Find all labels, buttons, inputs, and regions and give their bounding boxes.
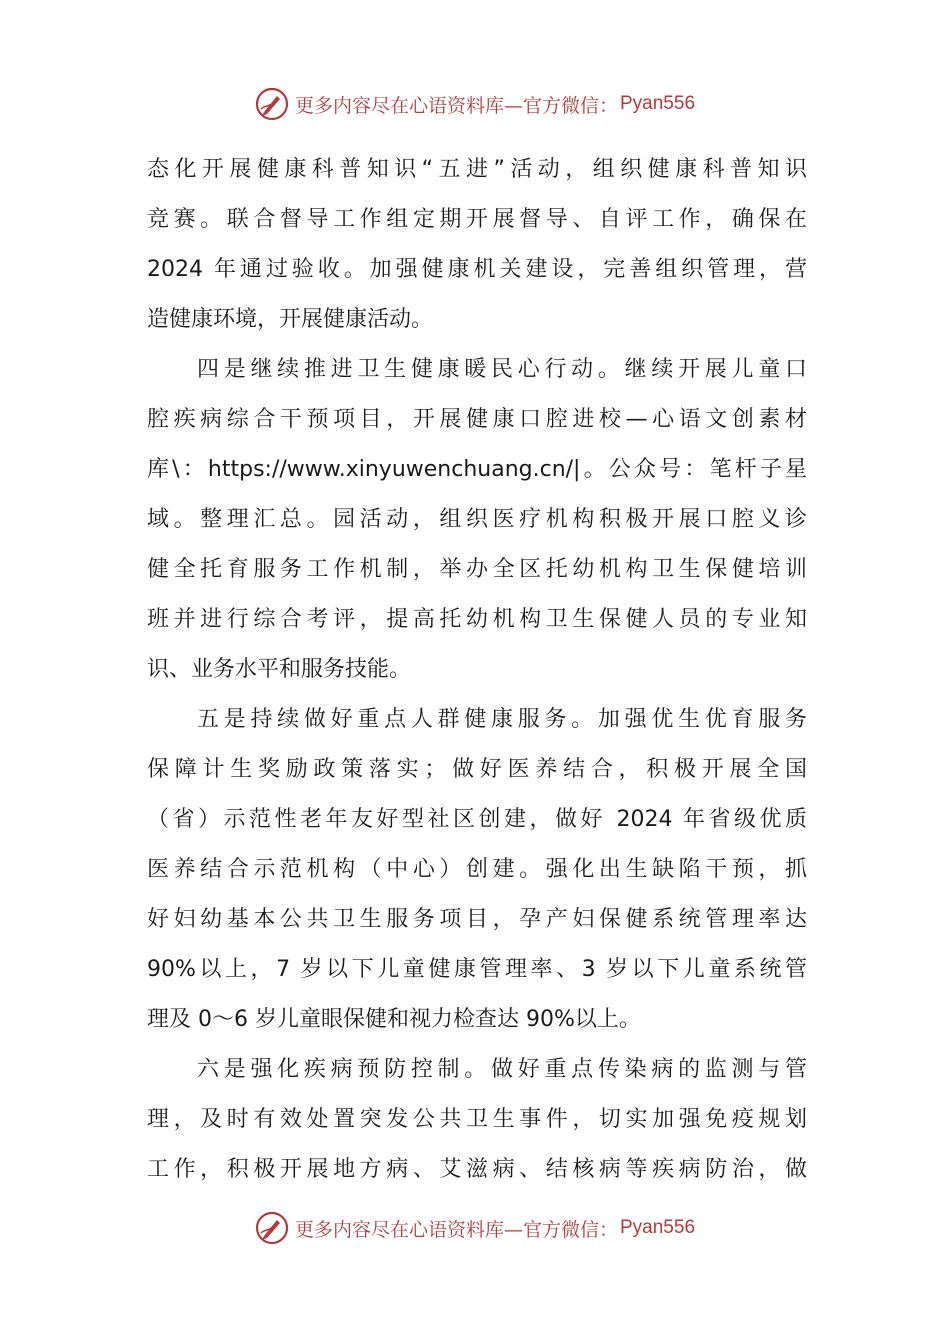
pen-logo-icon: [255, 87, 289, 121]
body-line: 保障计生奖励政策落实；做好医养结合，积极开展全国: [147, 757, 807, 782]
body-line: 健全托育服务工作机制，举办全区托幼机构卫生保健培训: [147, 557, 807, 582]
body-line: 90%以上，7 岁以下儿童健康管理率、3 岁以下儿童系统管: [147, 957, 807, 982]
document-body: [147, 145, 807, 1195]
body-line: 造健康环境，开展健康活动。: [147, 307, 434, 332]
body-line: 工作，积极开展地方病、艾滋病、结核病等疾病防治，做: [147, 1157, 807, 1182]
header-banner-text: 更多内容尽在心语资料库—官方微信：: [294, 94, 618, 117]
header-wechat-handle: Pyan556: [620, 93, 696, 114]
pen-logo-icon: [255, 1211, 289, 1245]
body-line: 理，及时有效处置突发公共卫生事件，切实加强免疫规划: [147, 1107, 807, 1132]
footer-wechat-handle: Pyan556: [620, 1217, 696, 1238]
paragraph-4-start: 四是继续推进卫生健康暖民心行动。继续开展儿童口: [197, 357, 807, 382]
body-line: 识、业务水平和服务技能。: [147, 657, 412, 682]
body-line: 班并进行综合考评，提高托幼机构卫生保健人员的专业知: [147, 607, 807, 632]
header-banner: [0, 84, 950, 124]
body-line: 医养结合示范机构（中心）创建。强化出生缺陷干预，抓: [147, 857, 807, 882]
body-line: 竞赛。联合督导工作组定期开展督导、自评工作，确保在: [147, 207, 807, 232]
body-line: （省）示范性老年友好型社区创建，做好 2024 年省级优质: [147, 807, 807, 832]
body-line: 2024 年通过验收。加强健康机关建设，完善组织管理，营: [147, 257, 807, 282]
body-line: 腔疾病综合干预项目，开展健康口腔进校—心语文创素材: [147, 407, 807, 432]
footer-banner: [0, 1208, 950, 1248]
footer-banner-text: 更多内容尽在心语资料库—官方微信：: [294, 1218, 618, 1241]
body-line: 理及 0～6 岁儿童眼保健和视力检查达 90%以上。: [147, 1007, 641, 1032]
body-line: 态化开展健康科普知识“五进”活动，组织健康科普知识: [147, 157, 807, 182]
paragraph-5-start: 五是持续做好重点人群健康服务。加强优生优育服务: [197, 707, 807, 732]
body-line-url: 库\：https://www.xinyuwenchuang.cn/|。公众号：笔杆子星: [147, 457, 807, 482]
body-line: 域。整理汇总。园活动，组织医疗机构积极开展口腔义诊: [147, 507, 807, 532]
paragraph-6-start: 六是强化疾病预防控制。做好重点传染病的监测与管: [197, 1057, 807, 1082]
body-line: 好妇幼基本公共卫生服务项目，孕产妇保健系统管理率达: [147, 907, 807, 932]
